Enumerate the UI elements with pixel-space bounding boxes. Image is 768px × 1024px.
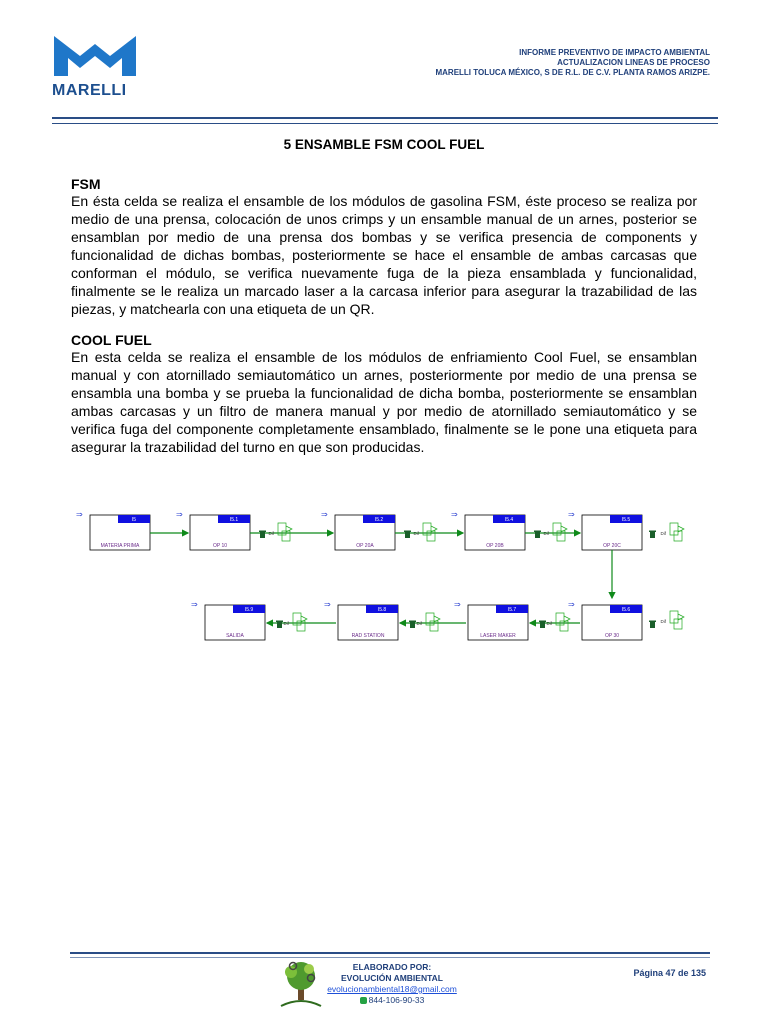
- trash-icon: [277, 622, 282, 628]
- footer-company: EVOLUCIÓN AMBIENTAL: [341, 973, 443, 983]
- input-arrow-icon: ⇒: [568, 510, 575, 519]
- trash-icon-lid: [404, 531, 411, 533]
- trash-icon-lid: [649, 621, 656, 623]
- process-box-number: I5.8: [377, 607, 387, 613]
- trash-icon: [410, 622, 415, 628]
- process-box-label: MATERIA PRIMA: [100, 543, 140, 549]
- process-box-label: LASER MAKER: [480, 633, 516, 639]
- trash-icon: [260, 532, 265, 538]
- process-box-number: I5.4: [504, 517, 514, 523]
- trash-icon: [535, 532, 540, 538]
- process-box-label: OP 20B: [486, 543, 504, 549]
- footer-phone-number: 844-106-90-33: [368, 995, 425, 1005]
- section-fsm: [71, 176, 697, 318]
- input-arrow-icon: ⇒: [321, 510, 328, 519]
- section-body: En ésta celda se realiza el ensamble de los módulos de gasolina FSM, éste proceso se realiza por medio de una prensa, colocación de unos crimps y un ensamble manual de un arnes, posterior se ensamblan por medio de una prensa dos bombas y se verifica presencia de components y funcionalidad de dichas bombas, posteriormente se hace el ensamble de ambas carcasas que conforman el módulo, se verifica nuevamente fuga de la pieza ensamblada y funcionalidad, finalmente se le realiza un marcado laser a la carcasa inferior para asegurar la trazabilidad de las piezas, y matchearla con una etiqueta de un QR.: [71, 193, 697, 317]
- section-heading: COOL FUEL: [71, 332, 152, 348]
- process-box-number: I5: [131, 517, 137, 523]
- trash-icon: [540, 622, 545, 628]
- trash-icon: [650, 532, 655, 538]
- input-arrow-icon: ⇒: [76, 510, 83, 519]
- section-cool-fuel: [71, 332, 697, 456]
- input-arrow-icon: ⇒: [454, 600, 461, 609]
- header-line-2: ACTUALIZACION LINEAS DE PROCESO: [557, 58, 710, 67]
- diff-label: Dif: [660, 531, 666, 536]
- footer-credits: [322, 962, 462, 1006]
- footer-divider: [70, 952, 710, 958]
- process-box-label: OP 20C: [603, 543, 621, 549]
- process-box-label: OP 10: [212, 543, 228, 549]
- process-flow-diagram: [60, 505, 710, 645]
- process-box-number: I5.7: [507, 607, 517, 613]
- input-arrow-icon: ⇒: [568, 600, 575, 609]
- header-divider: [52, 117, 718, 124]
- logo-text: MARELLI: [52, 82, 127, 99]
- input-arrow-icon: ⇒: [176, 510, 183, 519]
- trash-icon: [650, 622, 655, 628]
- document-header: [435, 48, 710, 78]
- whatsapp-icon: [360, 997, 367, 1004]
- footer-made-by: ELABORADO POR:: [352, 962, 432, 972]
- page-number: Página 47 de 135: [633, 968, 706, 978]
- input-arrow-icon: ⇒: [191, 600, 198, 609]
- trash-icon-lid: [259, 531, 266, 533]
- header-line-3: MARELLI TOLUCA MÉXICO, S DE R.L. DE C.V. PLANTA RAMOS ARIZPE.: [435, 68, 710, 77]
- diff-label: Dif: [660, 619, 666, 624]
- process-box-number: I5.6: [621, 607, 631, 613]
- diff-label: Dif: [283, 621, 289, 626]
- process-box-number: I5.2: [374, 517, 384, 523]
- header-line-1: INFORME PREVENTIVO DE IMPACTO AMBIENTAL: [519, 48, 710, 57]
- footer-phone: [322, 995, 462, 1006]
- diff-label: Dif: [413, 531, 419, 536]
- trash-icon: [405, 532, 410, 538]
- process-box-label: OP 30: [604, 633, 620, 639]
- evolucion-ambiental-logo: [273, 956, 329, 1012]
- diff-label: Dif: [416, 621, 422, 626]
- diff-label: Dif: [268, 531, 274, 536]
- trash-icon-lid: [276, 621, 283, 623]
- section-body: En esta celda se realiza el ensamble de los módulos de enfriamiento Cool Fuel, se ensamblan manual y con atornillado semiautomático un arnes, posteriormente por medio de una prensa se ensambla una bomba y se prueba la funcionalidad de dicha bomba, posteriormente se ensamblan ambas carcasas y un filtro de manera manual y por medio de atornillado semiautomático y se verifica fuga del componente completamente ensamblado, finalmente se le pone una etiqueta para asegurar la trazabilidad del turno en que son producidas.: [71, 349, 697, 455]
- trash-icon-lid: [649, 531, 656, 533]
- footer-email-link[interactable]: evolucionambiental18@gmail.com: [327, 984, 457, 994]
- process-box-number: I5.9: [244, 607, 254, 613]
- process-box-number: I5.5: [621, 517, 631, 523]
- trash-icon-lid: [409, 621, 416, 623]
- process-box-label: OP 20A: [356, 543, 374, 549]
- section-heading: FSM: [71, 176, 101, 192]
- trash-icon-lid: [534, 531, 541, 533]
- input-arrow-icon: ⇒: [451, 510, 458, 519]
- page-title: 5 ENSAMBLE FSM COOL FUEL: [283, 137, 485, 152]
- process-box-number: I5.1: [229, 517, 239, 523]
- diff-label: Dif: [543, 531, 549, 536]
- process-box-label: RAD STATION: [351, 633, 385, 639]
- diff-label: Dif: [546, 621, 552, 626]
- input-arrow-icon: ⇒: [324, 600, 331, 609]
- trash-icon-lid: [539, 621, 546, 623]
- process-box-label: SALIDA: [226, 633, 244, 639]
